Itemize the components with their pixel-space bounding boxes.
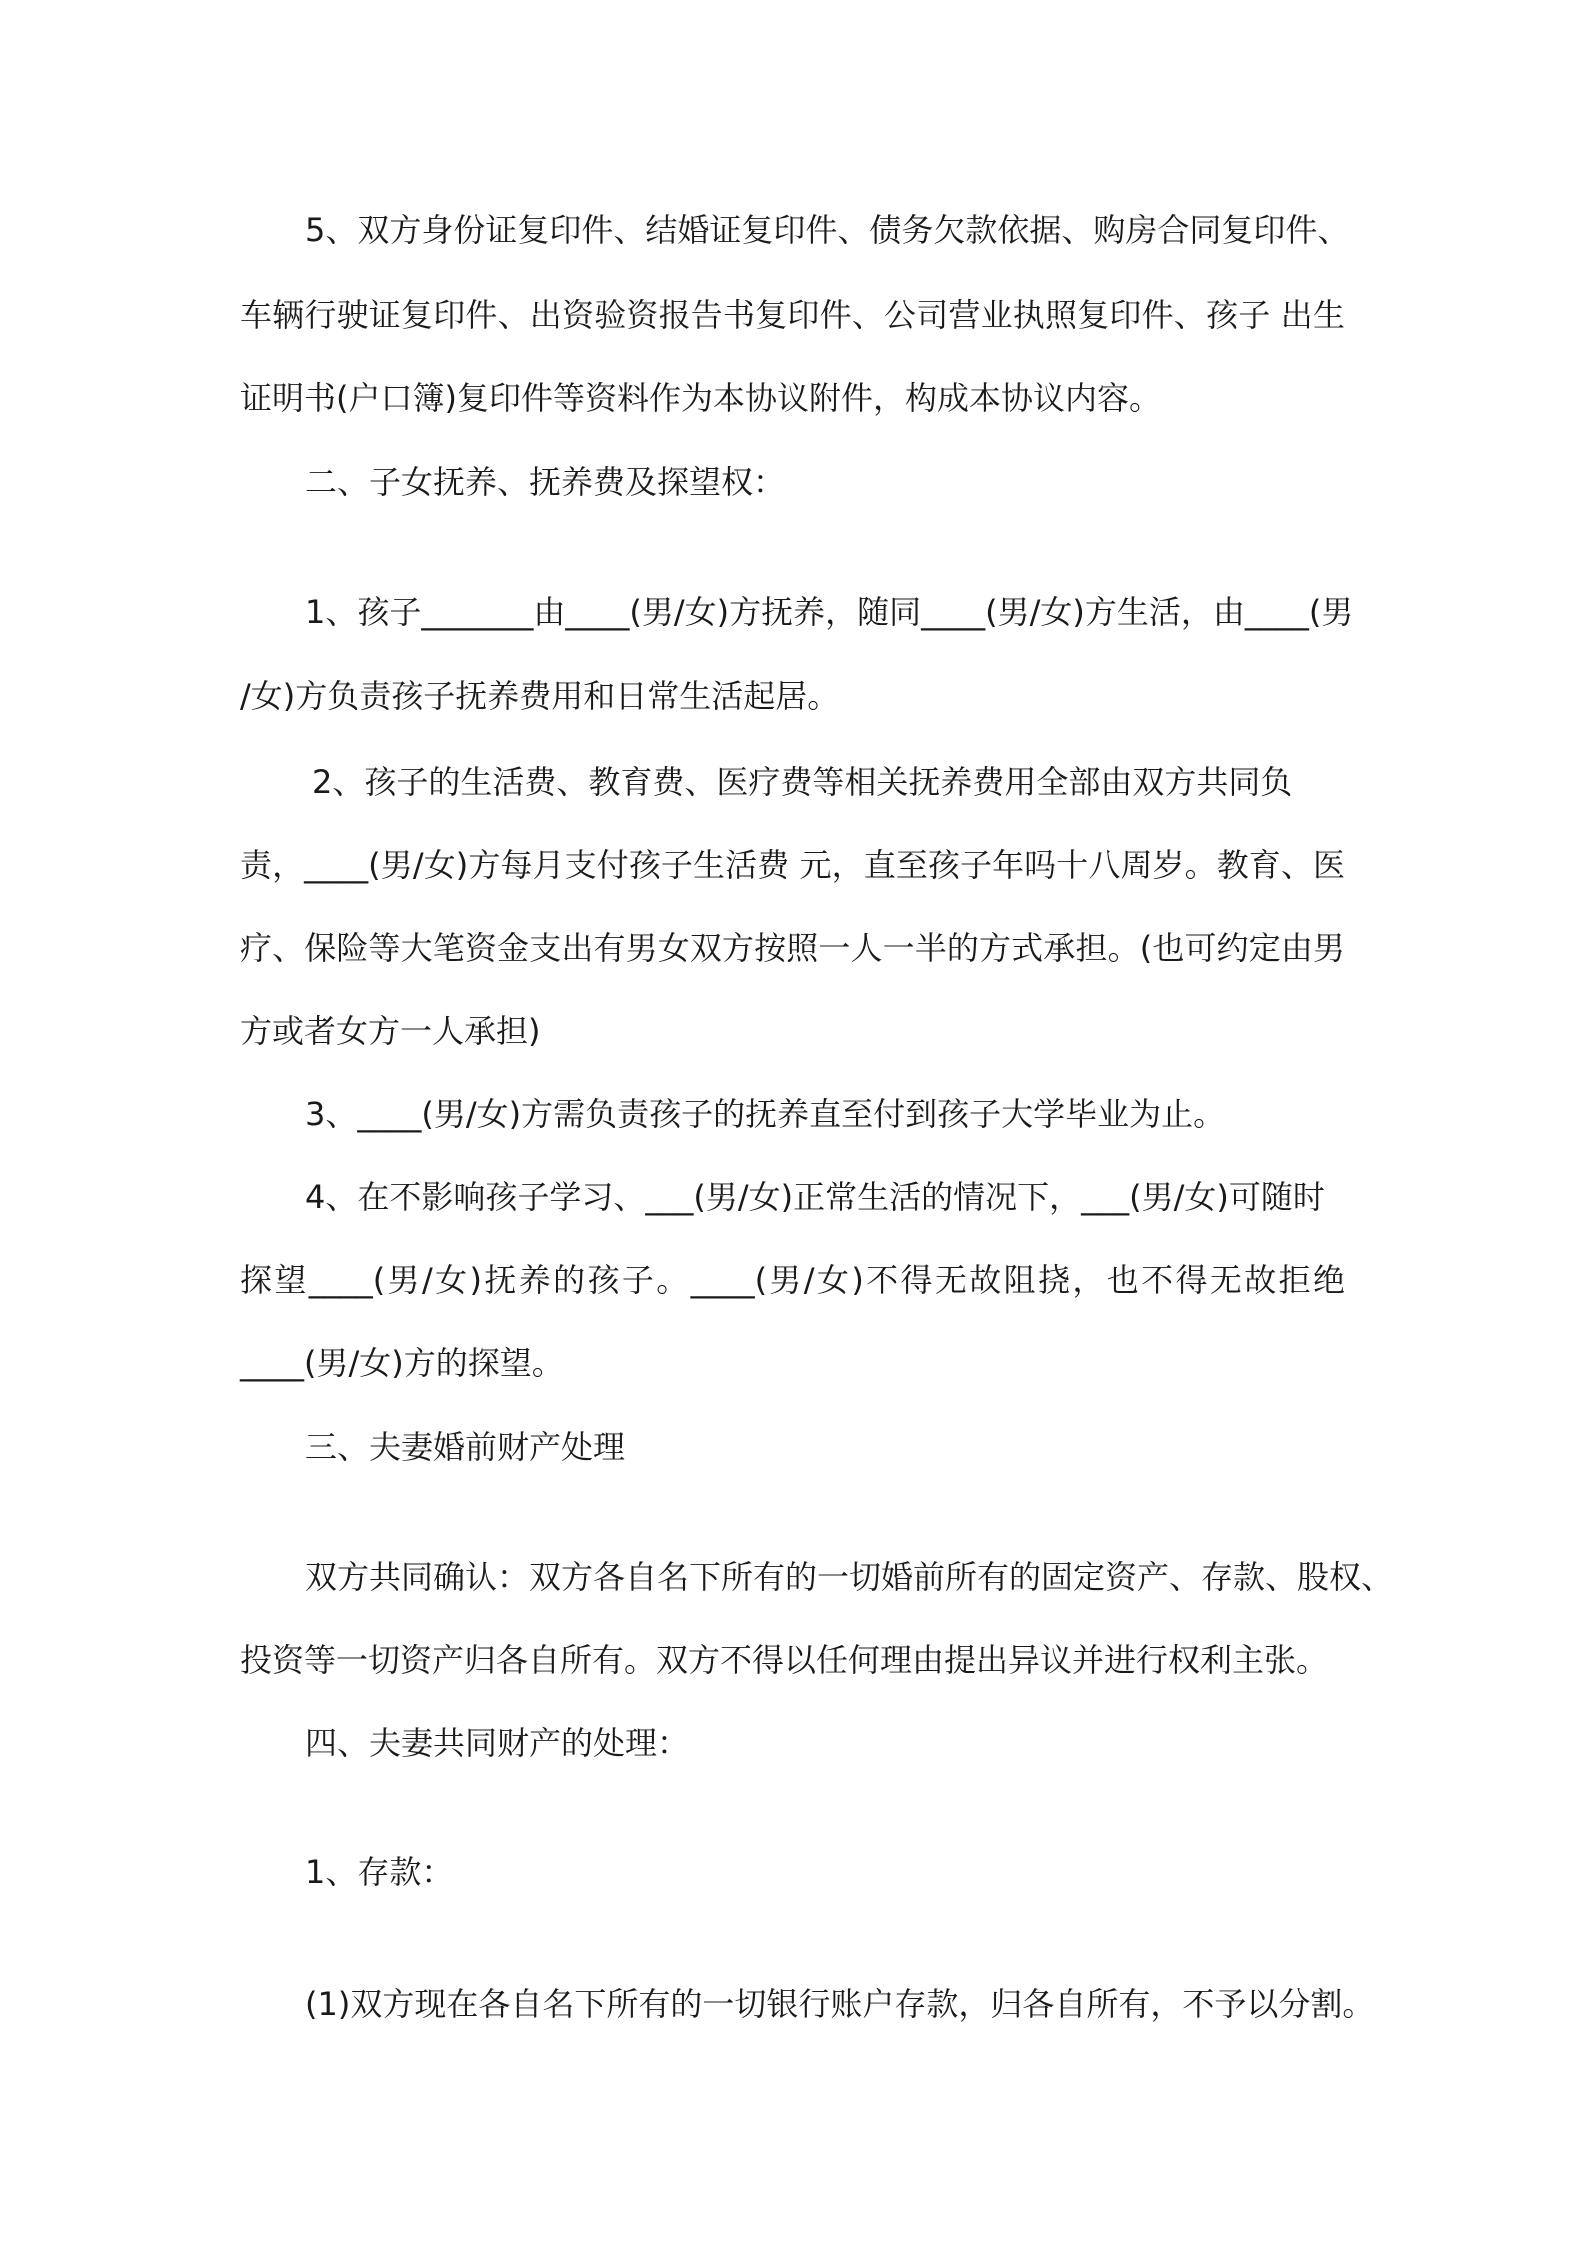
section-2-heading: 二、子女抚养、抚养费及探望权： xyxy=(305,463,786,501)
paragraph-5-line-3: 证明书(户口簿)复印件等资料作为本协议附件，构成本协议内容。 xyxy=(240,379,1161,417)
item-3: 3、____(男/女)方需负责孩子的抚养直至付到孩子大学毕业为止。 xyxy=(305,1095,1226,1133)
item-1-line-2: /女)方负责孩子抚养费用和日常生活起居。 xyxy=(240,677,840,715)
paragraph-5-line-2: 车辆行驶证复印件、出资验资报告书复印件、公司营业执照复印件、孩子 出生 xyxy=(240,296,1345,334)
item-2-line-3: 疗、保险等大笔资金支出有男女双方按照一人一半的方式承担。(也可约定由男 xyxy=(240,929,1345,967)
section-4-heading: 四、夫妻共同财产的处理： xyxy=(305,1724,690,1762)
item-2-line-1: 2、孩子的生活费、教育费、医疗费等相关抚养费用全部由双方共同负 xyxy=(312,763,1293,801)
item-4-line-2: 探望____(男/女)抚养的孩子。____(男/女)不得无故阻挠，也不得无故拒绝 xyxy=(240,1261,1345,1299)
item-2-line-2: 责，____(男/女)方每月支付孩子生活费 元，直至孩子年吗十八周岁。教育、医 xyxy=(240,846,1345,884)
section-3-line-2: 投资等一切资产归各自所有。双方不得以任何理由提出异议并进行权利主张。 xyxy=(240,1641,1329,1679)
deposit-item-1: (1)双方现在各自名下所有的一切银行账户存款，归各自所有，不予以分割。 xyxy=(305,1985,1375,2023)
deposit-heading: 1、存款： xyxy=(305,1853,454,1891)
item-1-line-1: 1、孩子_______由____(男/女)方抚养，随同____(男/女)方生活，由____(男 xyxy=(305,593,1354,631)
item-2-line-4: 方或者女方一人承担) xyxy=(240,1012,541,1050)
item-4-line-3: ____(男/女)方的探望。 xyxy=(240,1344,564,1382)
section-3-line-1: 双方共同确认：双方各自名下所有的一切婚前所有的固定资产、存款、股权、 xyxy=(305,1558,1394,1596)
item-4-line-1: 4、在不影响孩子学习、___(男/女)正常生活的情况下，___(男/女)可随时 xyxy=(305,1178,1325,1216)
paragraph-5-line-1: 5、双方身份证复印件、结婚证复印件、债务欠款依据、购房合同复印件、 xyxy=(305,211,1350,249)
section-3-heading: 三、夫妻婚前财产处理 xyxy=(305,1428,626,1466)
